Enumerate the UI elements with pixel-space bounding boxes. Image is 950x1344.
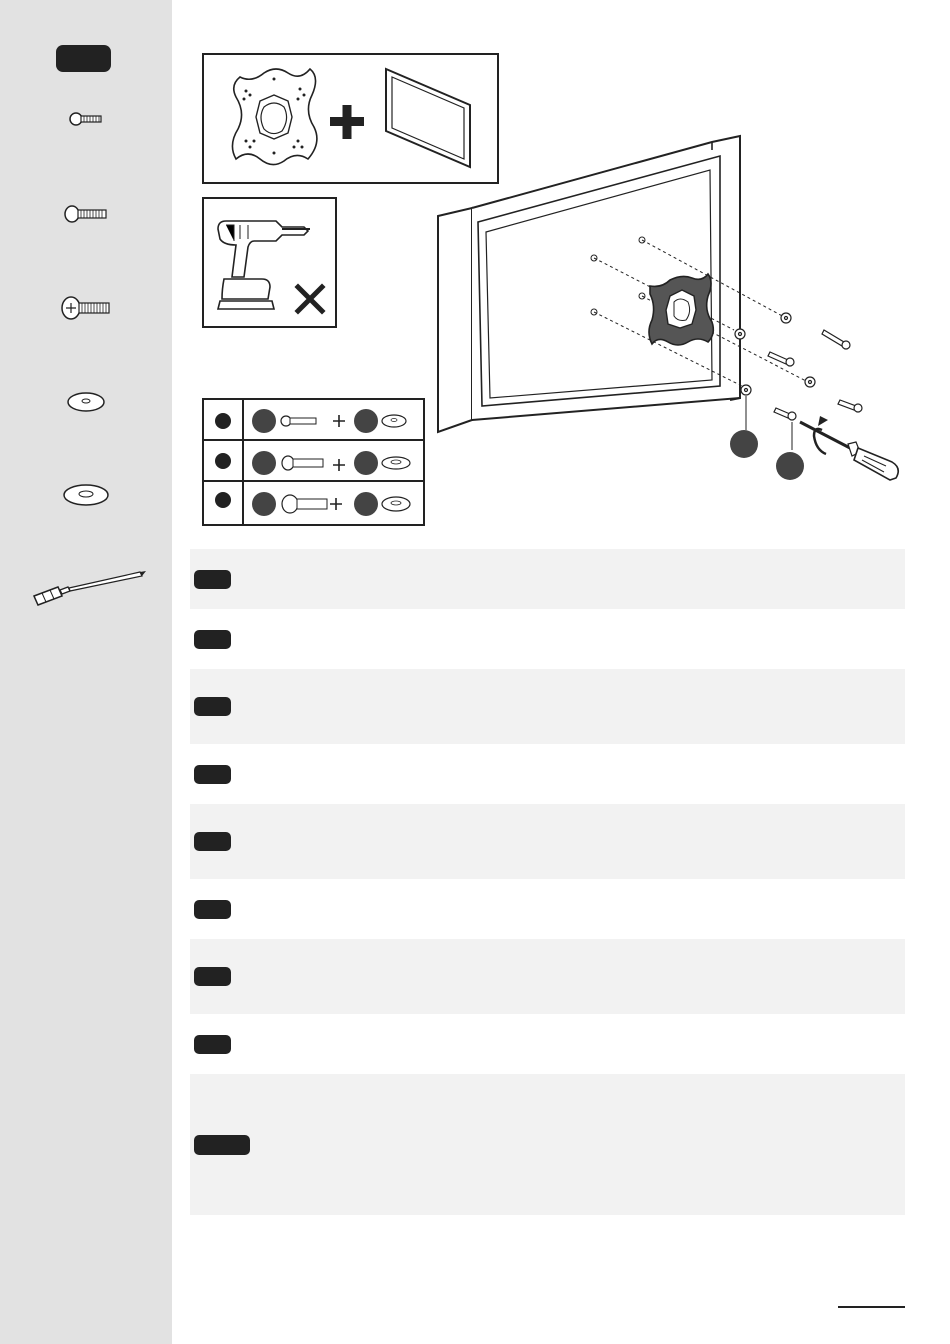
step-row	[190, 1014, 905, 1074]
callout-washer	[730, 430, 758, 458]
medium-screw-icon	[63, 203, 109, 225]
step-badge	[194, 765, 231, 784]
step-badge	[194, 967, 231, 986]
no-power-drill-panel	[202, 197, 337, 328]
long-screw-icon	[60, 294, 112, 322]
legend-row	[204, 400, 423, 441]
step-row	[190, 744, 905, 804]
step-row	[190, 549, 905, 609]
step-badge	[194, 570, 231, 589]
step-badge	[194, 697, 231, 716]
step-badge	[194, 900, 231, 919]
legend-row-graphics	[204, 441, 423, 482]
step-row	[190, 669, 905, 744]
legend-row-graphics	[204, 482, 423, 524]
page-number-rule	[838, 1306, 905, 1308]
screwdriver-icon	[28, 568, 150, 608]
step-row	[190, 804, 905, 879]
step-row	[190, 609, 905, 669]
legend-row-graphics	[204, 400, 423, 441]
large-washer-icon	[62, 482, 110, 508]
step-badge	[56, 45, 111, 72]
step-badge	[194, 630, 231, 649]
step-badge	[194, 1035, 231, 1054]
step-row	[190, 1074, 905, 1215]
short-screw-icon	[68, 110, 104, 128]
tv-mounting-illustration	[430, 130, 910, 490]
cross-icon	[204, 199, 335, 326]
legend-row	[204, 441, 423, 482]
note-badge	[194, 1135, 250, 1155]
step-row	[190, 939, 905, 1014]
legend-row	[204, 482, 423, 523]
step-badge	[194, 832, 231, 851]
callout-screw	[776, 452, 804, 480]
small-washer-icon	[66, 390, 106, 414]
parts-sidebar	[0, 0, 172, 1344]
hardware-legend-table	[202, 398, 425, 526]
step-row	[190, 879, 905, 939]
